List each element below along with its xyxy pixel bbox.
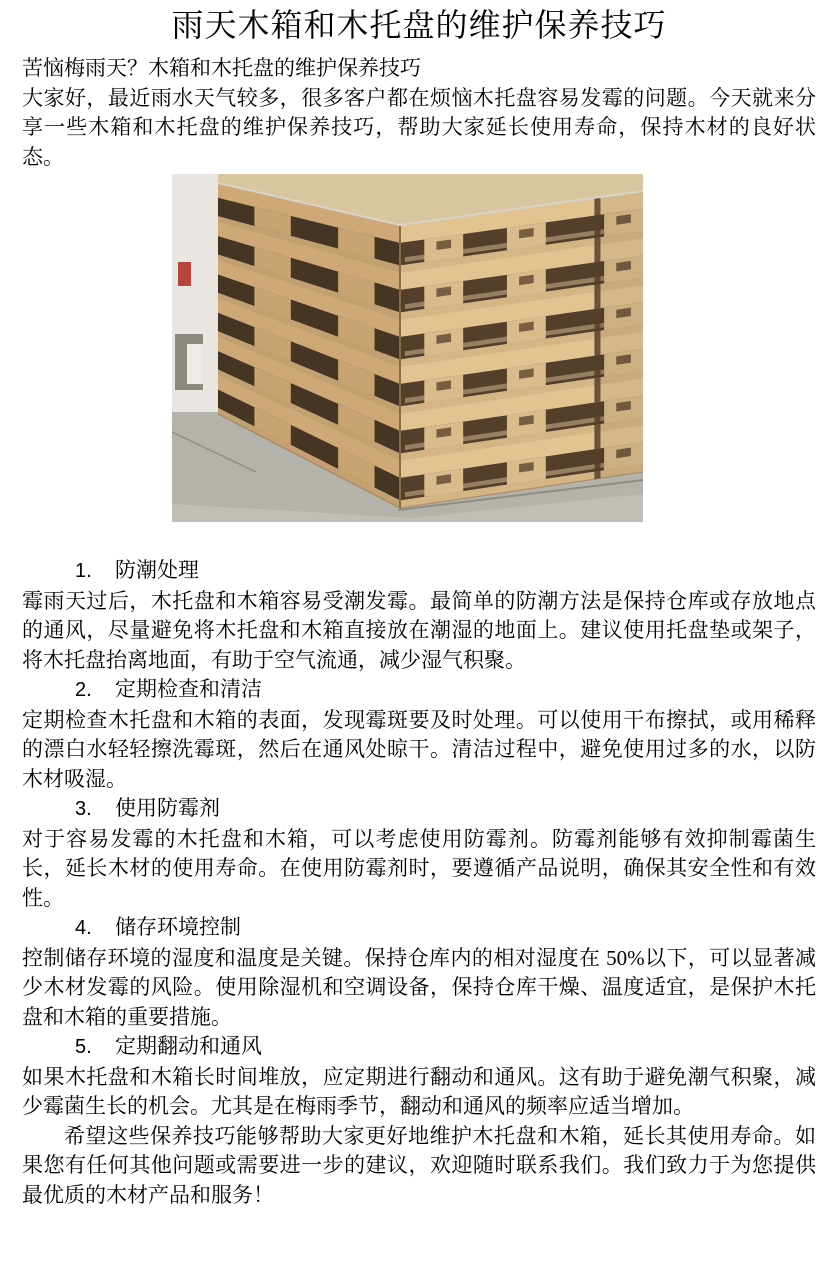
section-title: 使用防霉剂 (115, 796, 220, 820)
section-body: 控制储存环境的湿度和温度是关键。保持仓库内的相对湿度在 50%以下，可以显著减少木材发霉的风险。使用除湿机和空调设备，保持仓库干燥、温度适宜，是保护木托盘和木箱的重要措施。 (22, 945, 816, 1029)
intro-subtitle: 苦恼梅雨天？木箱和木托盘的维护保养技巧 (22, 56, 421, 80)
section-number: 5. (75, 1036, 92, 1058)
article-image (172, 174, 643, 522)
section-title: 防潮处理 (115, 558, 199, 582)
section-number: 2. (75, 679, 92, 701)
section-heading (22, 556, 816, 587)
page-title: 雨天木箱和木托盘的维护保养技巧 (171, 7, 667, 43)
section-number: 4. (75, 917, 92, 939)
section-heading (22, 1032, 816, 1063)
stacked-pallets-photo (172, 174, 643, 522)
section-heading (22, 675, 816, 706)
section-body: 对于容易发霉的木托盘和木箱，可以考虑使用防霉剂。防霉剂能够有效抑制霉菌生长，延长木材的使用寿命。在使用防霉剂时，要遵循产品说明，确保其安全性和有效性。 (22, 826, 816, 910)
section-number: 3. (75, 798, 92, 820)
section-title: 定期检查和清洁 (115, 677, 262, 701)
closing-paragraph: 希望这些保养技巧能够帮助大家更好地维护木托盘和木箱，延长其使用寿命。如果您有任何其他问题或需要进一步的建议，欢迎随时联系我们。我们致力于为您提供最优质的木材产品和服务！ (22, 1123, 816, 1207)
document-page (0, 2, 838, 1210)
section-body: 定期检查木托盘和木箱的表面，发现霉斑要及时处理。可以使用干布擦拭，或用稀释的漂白水轻轻擦洗霉斑，然后在通风处晾干。清洁过程中，避免使用过多的水，以防木材吸湿。 (22, 707, 816, 791)
section-body: 霉雨天过后，木托盘和木箱容易受潮发霉。最简单的防潮方法是保持仓库或存放地点的通风，尽量避免将木托盘和木箱直接放在潮湿的地面上。建议使用托盘垫或架子，将木托盘抬离地面，有助于空气流通，减少湿气积聚。 (22, 588, 816, 672)
intro-paragraph: 大家好，最近雨水天气较多，很多客户都在烦恼木托盘容易发霉的问题。今天就来分享一些木箱和木托盘的维护保养技巧，帮助大家延长使用寿命，保持木材的良好状态。 (22, 85, 816, 169)
section-body: 如果木托盘和木箱长时间堆放，应定期进行翻动和通风。这有助于避免潮气积聚，减少霉菌生长的机会。尤其是在梅雨季节，翻动和通风的频率应适当增加。 (22, 1064, 816, 1118)
section-heading (22, 794, 816, 825)
section-title: 储存环境控制 (115, 915, 241, 939)
section-title: 定期翻动和通风 (115, 1034, 262, 1058)
section-heading (22, 913, 816, 944)
section-number: 1. (75, 560, 92, 582)
